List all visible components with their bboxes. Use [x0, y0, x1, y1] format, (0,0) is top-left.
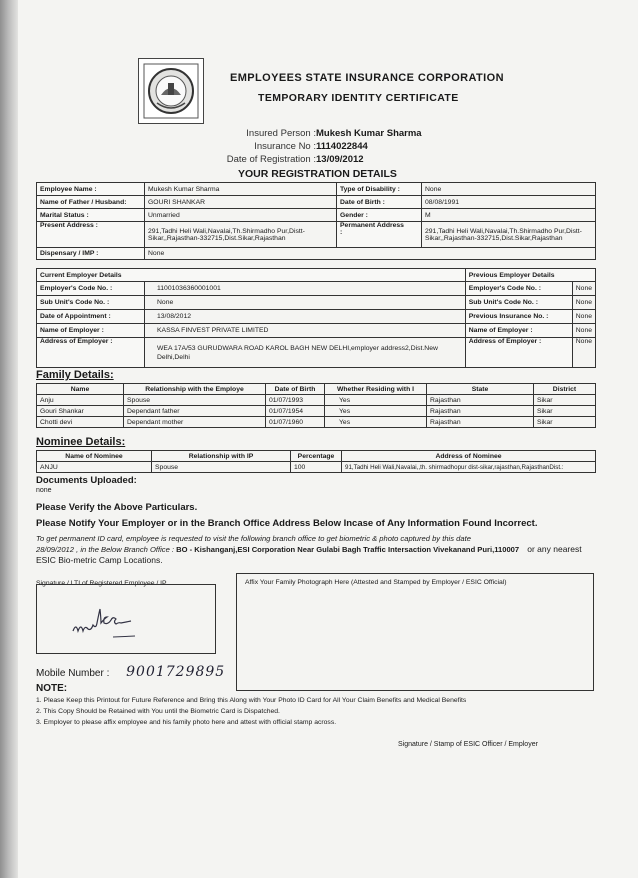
family-cell: Yes	[325, 406, 427, 417]
father-value: GOURI SHANKAR	[145, 196, 337, 209]
employer-address-value: WEA 17A/53 GURUDWARA ROAD KAROL BAGH NEW DELHI,employer address2,Dist.New Delhi,Delhi	[145, 338, 466, 368]
family-col-name: Name	[37, 384, 124, 395]
family-cell: Gouri Shankar	[37, 406, 124, 417]
nominee-col-name: Name of Nominee	[37, 451, 152, 462]
current-employer-header: Current Employer Details	[37, 269, 466, 282]
prev-employer-code-value: None	[572, 282, 595, 296]
instruction-text	[36, 533, 596, 566]
mobile-label: Mobile Number :	[36, 668, 110, 679]
family-cell: Sikar	[534, 406, 596, 417]
family-cell: Chotti devi	[37, 417, 124, 428]
organization-title: EMPLOYEES STATE INSURANCE CORPORATION	[230, 72, 504, 84]
prev-employer-address-value: None	[572, 338, 595, 368]
dob-label: Date of Birth :	[337, 196, 422, 209]
family-cell: Yes	[325, 417, 427, 428]
family-col-residing: Whether Residing with I	[325, 384, 427, 395]
signature-label: Signature / LTI of Registered Employee / IP	[36, 580, 167, 587]
family-cell: Rajasthan	[427, 395, 534, 406]
disability-label: Type of Disability :	[337, 183, 422, 196]
registration-date-value: 13/09/2012	[316, 154, 364, 165]
disability-value: None	[422, 183, 596, 196]
sub-unit-label: Sub Unit's Code No. :	[37, 296, 145, 310]
camp-locations-text: or any nearest ESIC Bio-metric Camp Locations.	[36, 544, 582, 565]
family-cell: Anju	[37, 395, 124, 406]
table-row	[37, 417, 596, 428]
photo-label: Affix Your Family Photograph Here (Attested and Stamped by Employer / ESIC Official)	[245, 579, 507, 586]
employer-name-value: KASSA FINVEST PRIVATE LIMITED	[145, 324, 466, 338]
notes-title: NOTE:	[36, 683, 68, 694]
prev-employer-name-label: Name of Employer :	[465, 324, 572, 338]
prev-insurance-label: Previous Insurance No. :	[465, 310, 572, 324]
insurance-no-row	[200, 141, 440, 152]
family-header-row	[37, 384, 596, 395]
dispensary-label: Dispensary / IMP :	[37, 248, 145, 260]
insured-person-row	[200, 128, 440, 139]
insured-person-label: Insured Person :	[246, 128, 316, 139]
photo-box	[236, 573, 594, 691]
registration-date-row	[200, 154, 440, 165]
insured-person-value: Mukesh Kumar Sharma	[316, 128, 422, 139]
nominee-details-title: Nominee Details:	[36, 436, 126, 448]
prev-employer-name-value: None	[572, 324, 595, 338]
permanent-address-label-cell	[337, 222, 422, 248]
mobile-row	[36, 664, 225, 680]
esic-signature-label: Signature / Stamp of ESIC Officer / Employer	[398, 741, 538, 748]
family-cell: Dependant mother	[124, 417, 266, 428]
family-col-district: District	[534, 384, 596, 395]
gender-label: Gender :	[337, 209, 422, 222]
marital-label: Marital Status :	[37, 209, 145, 222]
family-cell: Rajasthan	[427, 417, 534, 428]
dob-value: 08/08/1991	[422, 196, 596, 209]
family-cell: Rajasthan	[427, 406, 534, 417]
nominee-cell: 100	[291, 462, 342, 473]
present-address-label: Present Address :	[37, 222, 145, 248]
table-row	[37, 406, 596, 417]
handwritten-signature	[37, 585, 215, 653]
branch-office-address: BO - Kishanganj,ESI Corporation Near Gulabi Bagh Traffic Intersaction Vivekanand Puri,110007	[176, 545, 520, 554]
present-address-value: 291,Tadhi Heli Wali,Navalai,Th.Shirmadho Pur,Distt-Sikar,,Rajasthan-332715,Dist.Sikar,Rajasthan	[145, 222, 337, 248]
family-cell: Sikar	[534, 395, 596, 406]
permanent-address-colon: :	[340, 229, 343, 236]
employer-code-label: Employer's Code No. :	[37, 282, 145, 296]
note-item: 1. Please Keep this Printout for Future Reference and Bring this Along with Your Photo ID Card for All Your Claim Benefits and Medical Benefits	[36, 697, 467, 704]
scan-edge-shadow	[0, 0, 18, 878]
note-item: 2. This Copy Should be Retained with You until the Biometric Card is Dispatched.	[36, 708, 280, 715]
instruction-line-2: 28/09/2012 , in the Below Branch Office :	[36, 545, 175, 554]
nominee-col-address: Address of Nominee	[342, 451, 596, 462]
nominee-table	[36, 450, 596, 473]
father-label: Name of Father / Husband:	[37, 196, 145, 209]
note-item: 3. Employer to please affix employee and his family photo here and attest with official stamp across.	[36, 719, 337, 726]
family-details-title: Family Details:	[36, 369, 114, 381]
employee-name-value: Mukesh Kumar Sharma	[145, 183, 337, 196]
table-row	[37, 462, 596, 473]
family-cell: Dependant father	[124, 406, 266, 417]
marital-value: Unmarried	[145, 209, 337, 222]
insurance-no-value: 1114022844	[316, 141, 368, 152]
family-cell: 01/07/1954	[266, 406, 325, 417]
family-cell: 01/07/1993	[266, 395, 325, 406]
family-col-state: State	[427, 384, 534, 395]
permanent-address-value: 291,Tadhi Heli Wali,Navalai,Th.Shirmadho Pur,Distt-Sikar,,Rajasthan-332715,Dist.Sikar,Rajasthan	[422, 222, 596, 248]
family-col-dob: Date of Birth	[266, 384, 325, 395]
nominee-cell: ANJU	[37, 462, 152, 473]
employer-code-value: 11001036360001001	[145, 282, 466, 296]
family-cell: Yes	[325, 395, 427, 406]
instruction-line-1: To get permanent ID card, employee is requested to visit the following branch office to get biometric & photo captured by this date	[36, 534, 471, 543]
family-table	[36, 383, 596, 428]
documents-uploaded-title: Documents Uploaded:	[36, 475, 137, 486]
nominee-cell: 91,Tadhi Heli Wali,Navalai,,th. shirmadhopur dist-sikar,rajasthan,RajasthanDist.:	[342, 462, 596, 473]
prev-insurance-value: None	[572, 310, 595, 324]
family-cell: Spouse	[124, 395, 266, 406]
nominee-header-row	[37, 451, 596, 462]
documents-uploaded-value: none	[36, 487, 52, 494]
employer-details-table	[36, 268, 596, 368]
prev-employer-code-label: Employer's Code No. :	[465, 282, 572, 296]
signature-box	[36, 584, 216, 654]
verify-notice: Please Verify the Above Particulars.	[36, 502, 198, 513]
prev-sub-unit-value: None	[572, 296, 595, 310]
employee-name-label: Employee Name :	[37, 183, 145, 196]
appointment-date-label: Date of Appointment :	[37, 310, 145, 324]
esic-logo	[138, 58, 204, 124]
previous-employer-header: Previous Employer Details	[465, 269, 595, 282]
employer-name-label: Name of Employer :	[37, 324, 145, 338]
prev-employer-address-label: Address of Employer :	[465, 338, 572, 368]
certificate-title: TEMPORARY IDENTITY CERTIFICATE	[258, 92, 459, 104]
registration-date-label: Date of Registration :	[226, 154, 316, 165]
nominee-cell: Spouse	[152, 462, 291, 473]
family-col-relationship: Relationship with the Employe	[124, 384, 266, 395]
dispensary-value: None	[145, 248, 596, 260]
prev-sub-unit-label: Sub Unit's Code No. :	[465, 296, 572, 310]
insurance-no-label: Insurance No :	[254, 141, 316, 152]
employer-address-label: Address of Employer :	[37, 338, 145, 368]
sub-unit-value: None	[145, 296, 466, 310]
gender-value: M	[422, 209, 596, 222]
family-cell: Sikar	[534, 417, 596, 428]
personal-details-table	[36, 182, 596, 260]
nominee-col-relationship: Relationship with IP	[152, 451, 291, 462]
family-cell: 01/07/1960	[266, 417, 325, 428]
table-row	[37, 395, 596, 406]
mobile-value: 9001729895	[126, 664, 226, 680]
registration-details-title: YOUR REGISTRATION DETAILS	[238, 168, 397, 180]
notify-notice: Please Notify Your Employer or in the Branch Office Address Below Incase of Any Information Found Incorrect.	[36, 518, 538, 529]
appointment-date-value: 13/08/2012	[145, 310, 466, 324]
permanent-address-label: Permanent Address	[340, 222, 404, 229]
nominee-col-percentage: Percentage	[291, 451, 342, 462]
